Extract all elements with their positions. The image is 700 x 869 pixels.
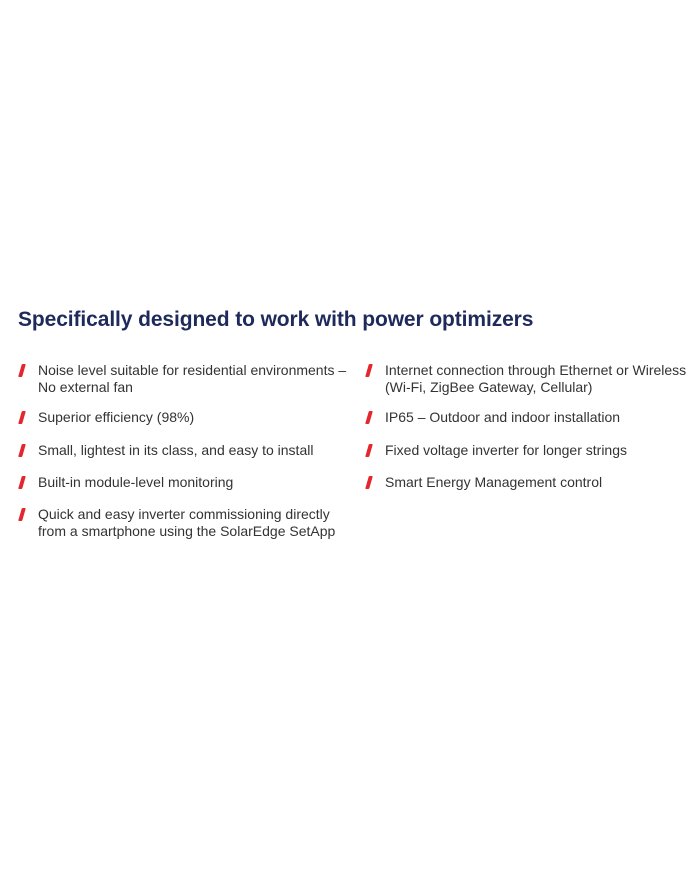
feature-text-line: Superior efficiency (98%) — [38, 409, 195, 425]
list-item — [18, 409, 353, 426]
red-slash-bullet-icon — [18, 411, 26, 424]
feature-text-line: Built-in module-level monitoring — [38, 474, 234, 490]
red-slash-bullet-icon — [365, 444, 373, 457]
feature-text-line: Quick and easy inverter commissioning directly — [38, 506, 330, 522]
red-slash-bullet-icon — [365, 411, 373, 424]
red-slash-bullet-icon — [18, 508, 26, 521]
red-slash-bullet-icon — [18, 364, 26, 377]
feature-text-line: No external fan — [38, 379, 133, 395]
list-item — [18, 506, 353, 540]
list-item — [365, 409, 698, 426]
list-item — [18, 442, 353, 459]
red-slash-bullet-icon — [365, 364, 373, 377]
red-slash-bullet-icon — [18, 444, 26, 457]
list-item — [365, 474, 698, 491]
red-slash-bullet-icon — [365, 476, 373, 489]
feature-text-line: from a smartphone using the SolarEdge SetApp — [38, 523, 336, 539]
feature-text-line: Fixed voltage inverter for longer strings — [385, 442, 627, 458]
list-item — [18, 474, 353, 491]
list-item — [365, 442, 698, 459]
page-title: Specifically designed to work with power optimizers — [18, 308, 534, 331]
list-item — [365, 362, 698, 396]
list-item — [18, 362, 353, 396]
feature-text-line: Small, lightest in its class, and easy to install — [38, 442, 314, 458]
feature-text-line: Smart Energy Management control — [385, 474, 603, 490]
feature-text-line: Noise level suitable for residential environments – — [38, 362, 347, 378]
feature-text-line: (Wi-Fi, ZigBee Gateway, Cellular) — [385, 379, 593, 395]
feature-text-line: Internet connection through Ethernet or Wireless — [385, 362, 687, 378]
red-slash-bullet-icon — [18, 476, 26, 489]
feature-list-left — [18, 362, 353, 540]
feature-list-right — [365, 362, 698, 491]
feature-text-line: IP65 – Outdoor and indoor installation — [385, 409, 621, 425]
